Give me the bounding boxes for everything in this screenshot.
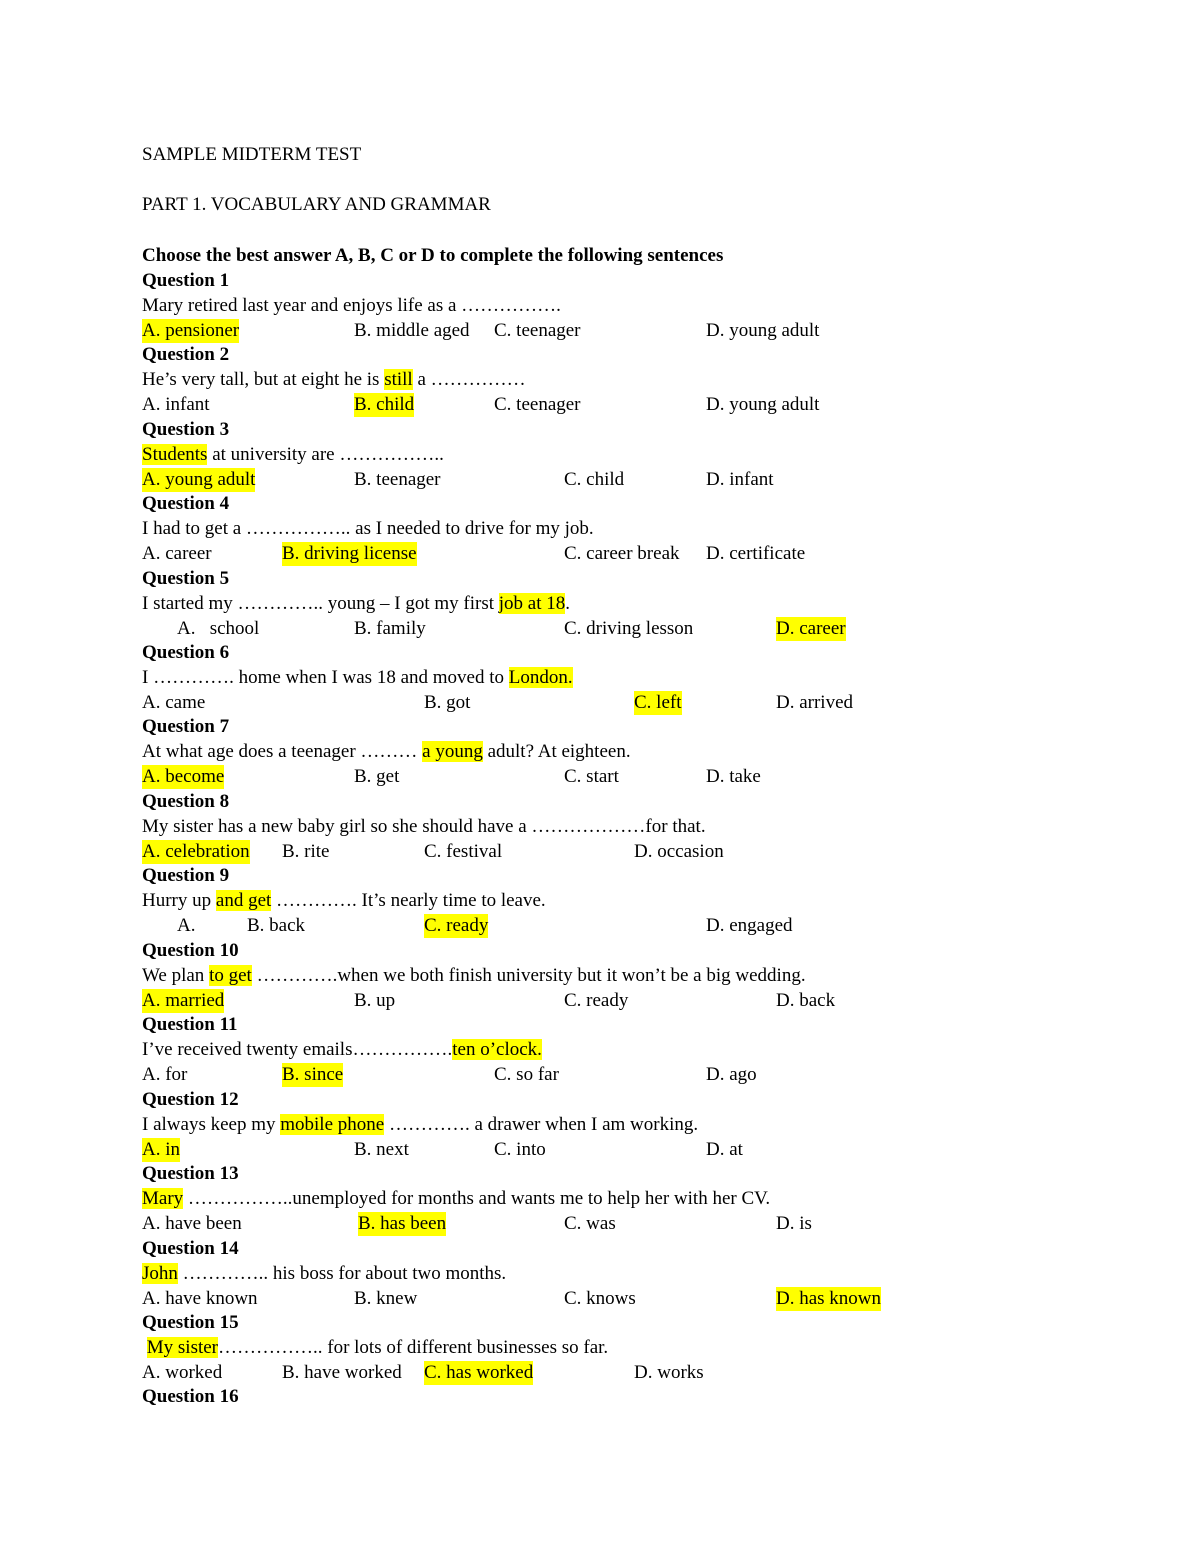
question-stem: [142, 443, 1142, 468]
question-10: [142, 939, 1142, 1013]
question-stem: [142, 1187, 1142, 1212]
answer-options: [142, 840, 1142, 865]
question-label: Question 12: [142, 1089, 239, 1110]
question-label: Question 13: [142, 1163, 239, 1184]
answer-option-d: D. at: [706, 1138, 743, 1160]
answer-option-c: C. ready: [424, 914, 488, 939]
stem-text: at university are ……………..: [207, 443, 444, 465]
question-label: Question 16: [142, 1386, 239, 1407]
answer-options: [142, 914, 1142, 939]
answer-option-c: C. teenager: [494, 319, 581, 341]
question-label: Question 8: [142, 791, 230, 812]
highlighted-text: ten o’clock.: [452, 1038, 542, 1060]
answer-option-b: B. since: [282, 1063, 343, 1088]
answer-option-d: D. has known: [776, 1287, 881, 1312]
answer-option-d: D. back: [776, 989, 836, 1011]
answer-option-b: B. get: [354, 765, 400, 787]
question-label: Question 4: [142, 493, 230, 514]
answer-option-d: D. works: [634, 1361, 704, 1383]
answer-option-a: A. came: [142, 691, 206, 713]
question-5: [142, 567, 1142, 641]
answer-option-d: D. occasion: [634, 840, 724, 862]
answer-option-c: C. was: [564, 1212, 616, 1234]
answer-option-b: B. middle aged: [354, 319, 470, 341]
answer-option-c: C. left: [634, 691, 682, 716]
answer-option-a: A. in: [142, 1138, 180, 1163]
answer-options: [142, 765, 1142, 790]
answer-option-d: D. young adult: [706, 393, 820, 415]
question-label: Question 10: [142, 940, 239, 961]
question-stem: [142, 740, 1142, 765]
question-3: [142, 418, 1142, 492]
question-4: [142, 492, 1142, 566]
answer-option-d: D. engaged: [706, 914, 793, 936]
question-label: Question 14: [142, 1238, 239, 1259]
answer-option-a: A. career: [142, 542, 212, 564]
document-title: SAMPLE MIDTERM TEST: [142, 144, 362, 165]
highlighted-text: and get: [215, 889, 272, 911]
answer-option-d: D. is: [776, 1212, 812, 1234]
highlighted-text: mobile phone: [280, 1113, 385, 1135]
stem-text: …………….. for lots of different businesses so far.: [218, 1336, 609, 1358]
highlighted-text: job at 18: [498, 592, 566, 614]
answer-option-a: A.: [177, 914, 196, 936]
answer-option-b: B. up: [354, 989, 396, 1011]
question-2: [142, 343, 1142, 417]
question-stem: [142, 815, 1142, 840]
answer-option-b: B. child: [354, 393, 414, 418]
answer-option-a: A. school: [177, 617, 260, 639]
answer-option-b: B. driving license: [282, 542, 417, 567]
instructions: Choose the best answer A, B, C or D to complete the following sentences: [142, 245, 724, 266]
answer-option-c: C. has worked: [424, 1361, 533, 1386]
answer-options: [142, 542, 1142, 567]
question-label: Question 7: [142, 716, 230, 737]
question-label: Question 6: [142, 642, 230, 663]
answer-option-b: B. next: [354, 1138, 409, 1160]
answer-option-c: C. child: [564, 468, 625, 490]
answer-option-d: D. career: [776, 617, 846, 642]
answer-option-b: B. back: [247, 914, 306, 936]
highlighted-text: My sister: [146, 1336, 218, 1358]
answer-option-c: C. festival: [424, 840, 503, 862]
answer-option-a: A. married: [142, 989, 224, 1014]
question-12: [142, 1088, 1142, 1162]
stem-text: I had to get a …………….. as I needed to drive for my job.: [142, 517, 594, 539]
answer-option-b: B. knew: [354, 1287, 418, 1309]
stem-text: We plan: [142, 964, 210, 986]
answer-option-a: A. infant: [142, 393, 210, 415]
answer-option-c: C. so far: [494, 1063, 559, 1085]
question-16: [142, 1385, 1142, 1410]
question-14: [142, 1237, 1142, 1311]
answer-option-a: A. young adult: [142, 468, 255, 493]
question-label: Question 2: [142, 344, 230, 365]
question-stem: [142, 1113, 1142, 1138]
stem-text: a ……………: [412, 368, 526, 390]
highlighted-text: John: [142, 1262, 178, 1284]
question-13: [142, 1162, 1142, 1236]
question-stem: [142, 889, 1142, 914]
stem-text: My sister has a new baby girl so she should have a ………………for that.: [142, 815, 706, 837]
answer-option-a: A. celebration: [142, 840, 250, 865]
answer-options: [142, 617, 1142, 642]
answer-options: [142, 393, 1142, 418]
question-stem: [142, 1262, 1142, 1287]
stem-text: I always keep my: [142, 1113, 281, 1135]
answer-options: [142, 1063, 1142, 1088]
answer-option-c: C. start: [564, 765, 619, 787]
question-stem: [142, 517, 1142, 542]
question-8: [142, 790, 1142, 864]
answer-options: [142, 319, 1142, 344]
question-stem: [142, 964, 1142, 989]
question-stem: [142, 592, 1142, 617]
answer-option-a: A. become: [142, 765, 224, 790]
question-stem: [142, 1038, 1142, 1063]
question-label: Question 11: [142, 1014, 238, 1035]
question-7: [142, 715, 1142, 789]
answer-option-a: A. pensioner: [142, 319, 239, 344]
answer-option-b: B. has been: [358, 1212, 446, 1237]
highlighted-text: a young: [422, 740, 483, 762]
answer-options: [142, 468, 1142, 493]
stem-text: Hurry up: [142, 889, 216, 911]
stem-text: He’s very tall, but at eight he is: [142, 368, 385, 390]
answer-option-c: C. ready: [564, 989, 629, 1011]
answer-option-c: C. driving lesson: [564, 617, 694, 639]
question-6: [142, 641, 1142, 715]
stem-text: adult? At eighteen.: [482, 740, 631, 762]
answer-option-b: B. family: [354, 617, 426, 639]
highlighted-text: London.: [508, 666, 573, 688]
answer-option-d: D. infant: [706, 468, 774, 490]
question-label: Question 5: [142, 568, 230, 589]
stem-text: …………. It’s nearly time to leave.: [271, 889, 546, 911]
stem-text: Mary retired last year and enjoys life as a …………….: [142, 294, 561, 316]
stem-text: ………….. his boss for about two months.: [177, 1262, 507, 1284]
answer-option-a: A. have known: [142, 1287, 258, 1309]
answer-option-d: D. ago: [706, 1063, 757, 1085]
answer-option-d: D. young adult: [706, 319, 820, 341]
answer-option-b: B. teenager: [354, 468, 441, 490]
answer-options: [142, 989, 1142, 1014]
answer-option-c: C. into: [494, 1138, 546, 1160]
question-9: [142, 864, 1142, 938]
highlighted-text: still: [384, 368, 413, 390]
answer-options: [142, 1138, 1142, 1163]
stem-text: I …………. home when I was 18 and moved to: [142, 666, 509, 688]
answer-option-c: C. career break: [564, 542, 680, 564]
stem-text: ………….when we both finish university but it won’t be a big wedding.: [251, 964, 806, 986]
answer-option-c: C. teenager: [494, 393, 581, 415]
question-stem: [142, 666, 1142, 691]
stem-text: …………. a drawer when I am working.: [384, 1113, 699, 1135]
question-label: Question 15: [142, 1312, 239, 1333]
answer-option-a: A. have been: [142, 1212, 242, 1234]
question-label: Question 3: [142, 419, 230, 440]
answer-option-c: C. knows: [564, 1287, 636, 1309]
question-11: [142, 1013, 1142, 1087]
stem-text: .: [565, 592, 570, 614]
answer-option-b: B. have worked: [282, 1361, 402, 1383]
stem-text: I started my ………….. young – I got my first: [142, 592, 499, 614]
question-stem: [142, 294, 1142, 319]
answer-option-b: B. got: [424, 691, 471, 713]
answer-option-d: D. take: [706, 765, 761, 787]
question-label: Question 1: [142, 270, 230, 291]
question-1: [142, 269, 1142, 343]
answer-options: [142, 691, 1142, 716]
stem-text: I’ve received twenty emails…………….: [142, 1038, 453, 1060]
answer-options: [142, 1212, 1142, 1237]
question-stem: [142, 1336, 1142, 1361]
answer-option-a: A. worked: [142, 1361, 223, 1383]
stem-text: At what age does a teenager ………: [142, 740, 423, 762]
part-heading: PART 1. VOCABULARY AND GRAMMAR: [142, 194, 491, 215]
question-15: [142, 1311, 1142, 1385]
question-label: Question 9: [142, 865, 230, 886]
answer-options: [142, 1361, 1142, 1386]
answer-option-d: D. certificate: [706, 542, 806, 564]
answer-option-d: D. arrived: [776, 691, 854, 713]
highlighted-text: Mary: [142, 1187, 184, 1209]
answer-options: [142, 1287, 1142, 1312]
stem-text: ……………..unemployed for months and wants me to help her with her CV.: [183, 1187, 771, 1209]
question-stem: [142, 368, 1142, 393]
answer-option-a: A. for: [142, 1063, 188, 1085]
answer-option-b: B. rite: [282, 840, 330, 862]
highlighted-text: Students: [142, 443, 208, 465]
highlighted-text: to get: [209, 964, 252, 986]
